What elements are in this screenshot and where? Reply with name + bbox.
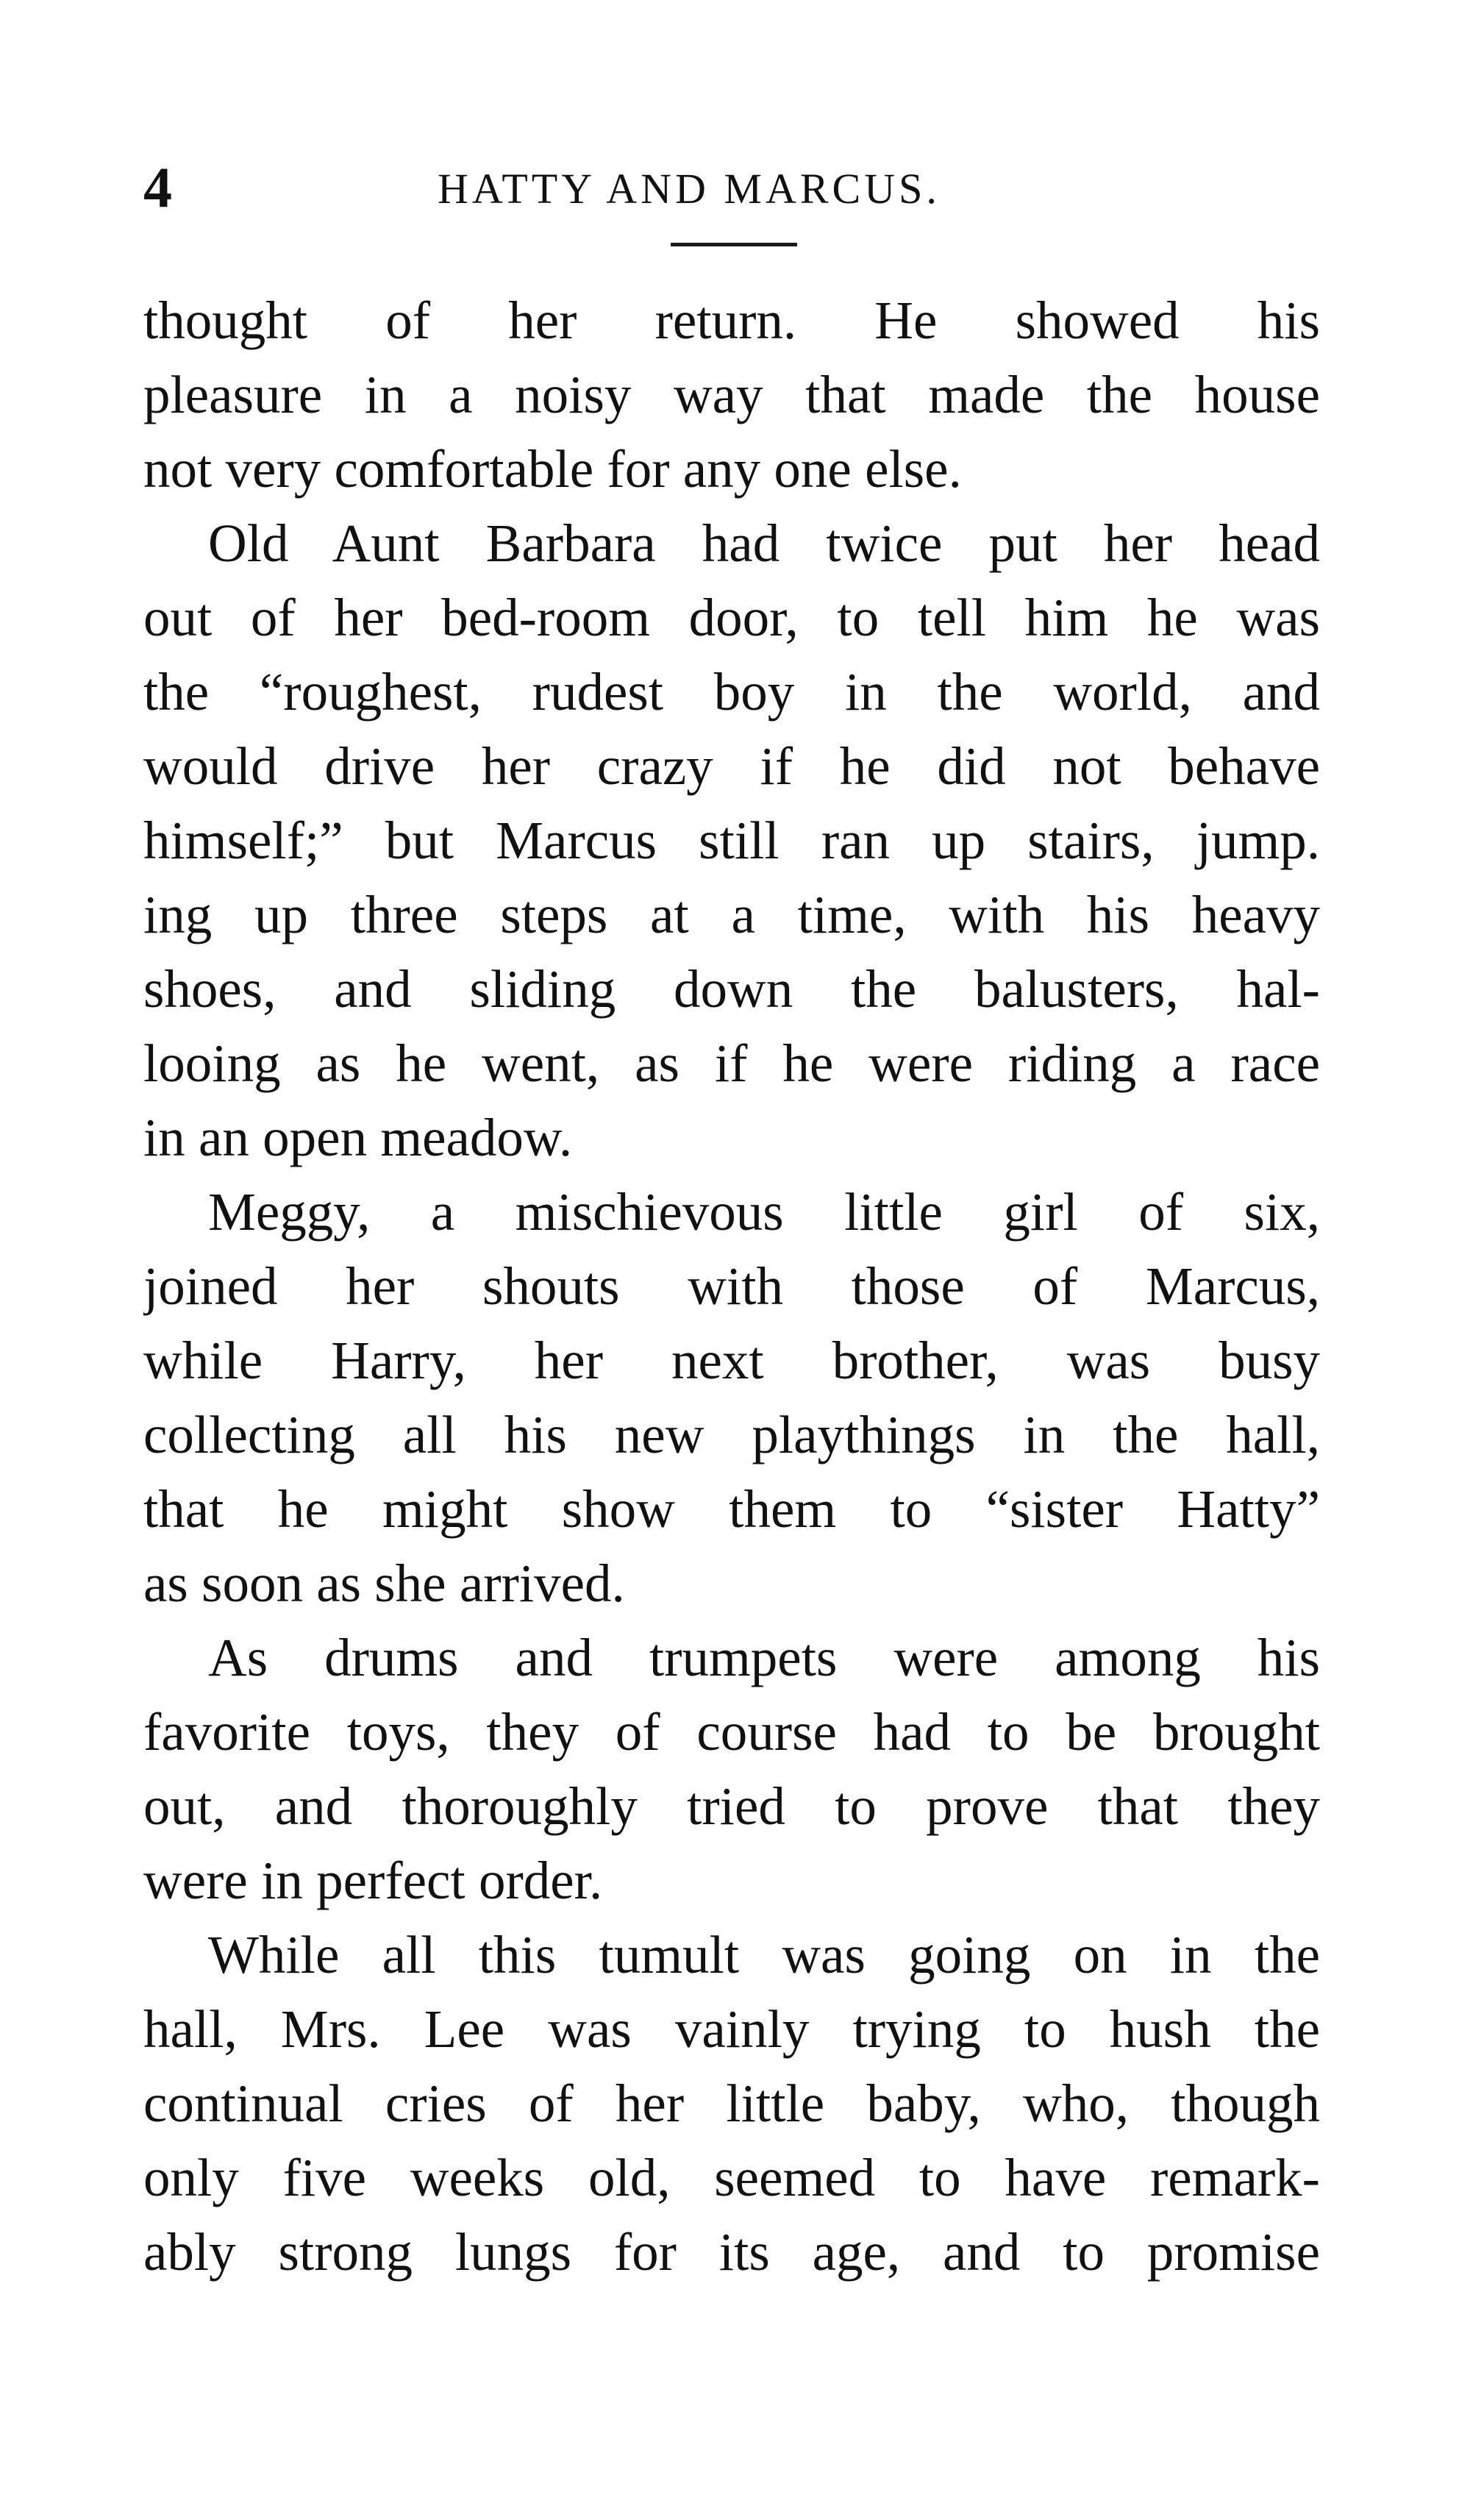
text-line: out, and thoroughly tried to prove that they xyxy=(143,1776,1320,1836)
text-line: While all this tumult was going on in the xyxy=(208,1925,1320,1985)
text-line: out of her bed-room door, to tell him he was xyxy=(143,588,1320,647)
text-line: continual cries of her little baby, who, though xyxy=(143,2074,1320,2133)
text-line: looing as he went, as if he were riding a race xyxy=(143,1033,1320,1093)
text-line: collecting all his new playthings in the hall, xyxy=(143,1405,1320,1464)
text-line: pleasure in a noisy way that made the house xyxy=(143,365,1320,424)
text-line: while Harry, her next brother, was busy xyxy=(143,1331,1320,1390)
text-line: ably strong lungs for its age, and to promise xyxy=(143,2222,1320,2282)
text-line: not very comfortable for any one else. xyxy=(143,439,962,499)
text-line: were in perfect order. xyxy=(143,1851,603,1910)
text-line: only five weeks old, seemed to have remark- xyxy=(143,2148,1320,2207)
text-line: favorite toys, they of course had to be brought xyxy=(143,1702,1320,1762)
page-header xyxy=(143,151,1320,224)
text-line: Old Aunt Barbara had twice put her head xyxy=(208,513,1320,573)
text-line: ing up three steps at a time, with his heavy xyxy=(143,885,1320,944)
text-line: hall, Mrs. Lee was vainly trying to hush the xyxy=(143,1999,1320,2059)
text-line: Meggy, a mischievous little girl of six, xyxy=(208,1182,1320,1242)
text-line: that he might show them to “sister Hatty” xyxy=(143,1479,1320,1539)
page-number: 4 xyxy=(143,155,172,219)
text-line: As drums and trumpets were among his xyxy=(208,1628,1320,1687)
text-line: himself;” but Marcus still ran up stairs, jump. xyxy=(143,811,1320,870)
body-text xyxy=(143,283,1320,2289)
text-line: thought of her return. He showed his xyxy=(143,291,1320,350)
text-line: shoes, and sliding down the balusters, hal- xyxy=(143,959,1320,1019)
header-rule xyxy=(671,243,797,246)
text-line: the “roughest, rudest boy in the world, and xyxy=(143,662,1320,722)
text-line: would drive her crazy if he did not behave xyxy=(143,736,1320,796)
text-line: joined her shouts with those of Marcus, xyxy=(143,1256,1320,1316)
text-line: in an open meadow. xyxy=(143,1108,573,1167)
text-line: as soon as she arrived. xyxy=(143,1553,625,1613)
running-title: HATTY AND MARCUS. xyxy=(438,165,941,213)
